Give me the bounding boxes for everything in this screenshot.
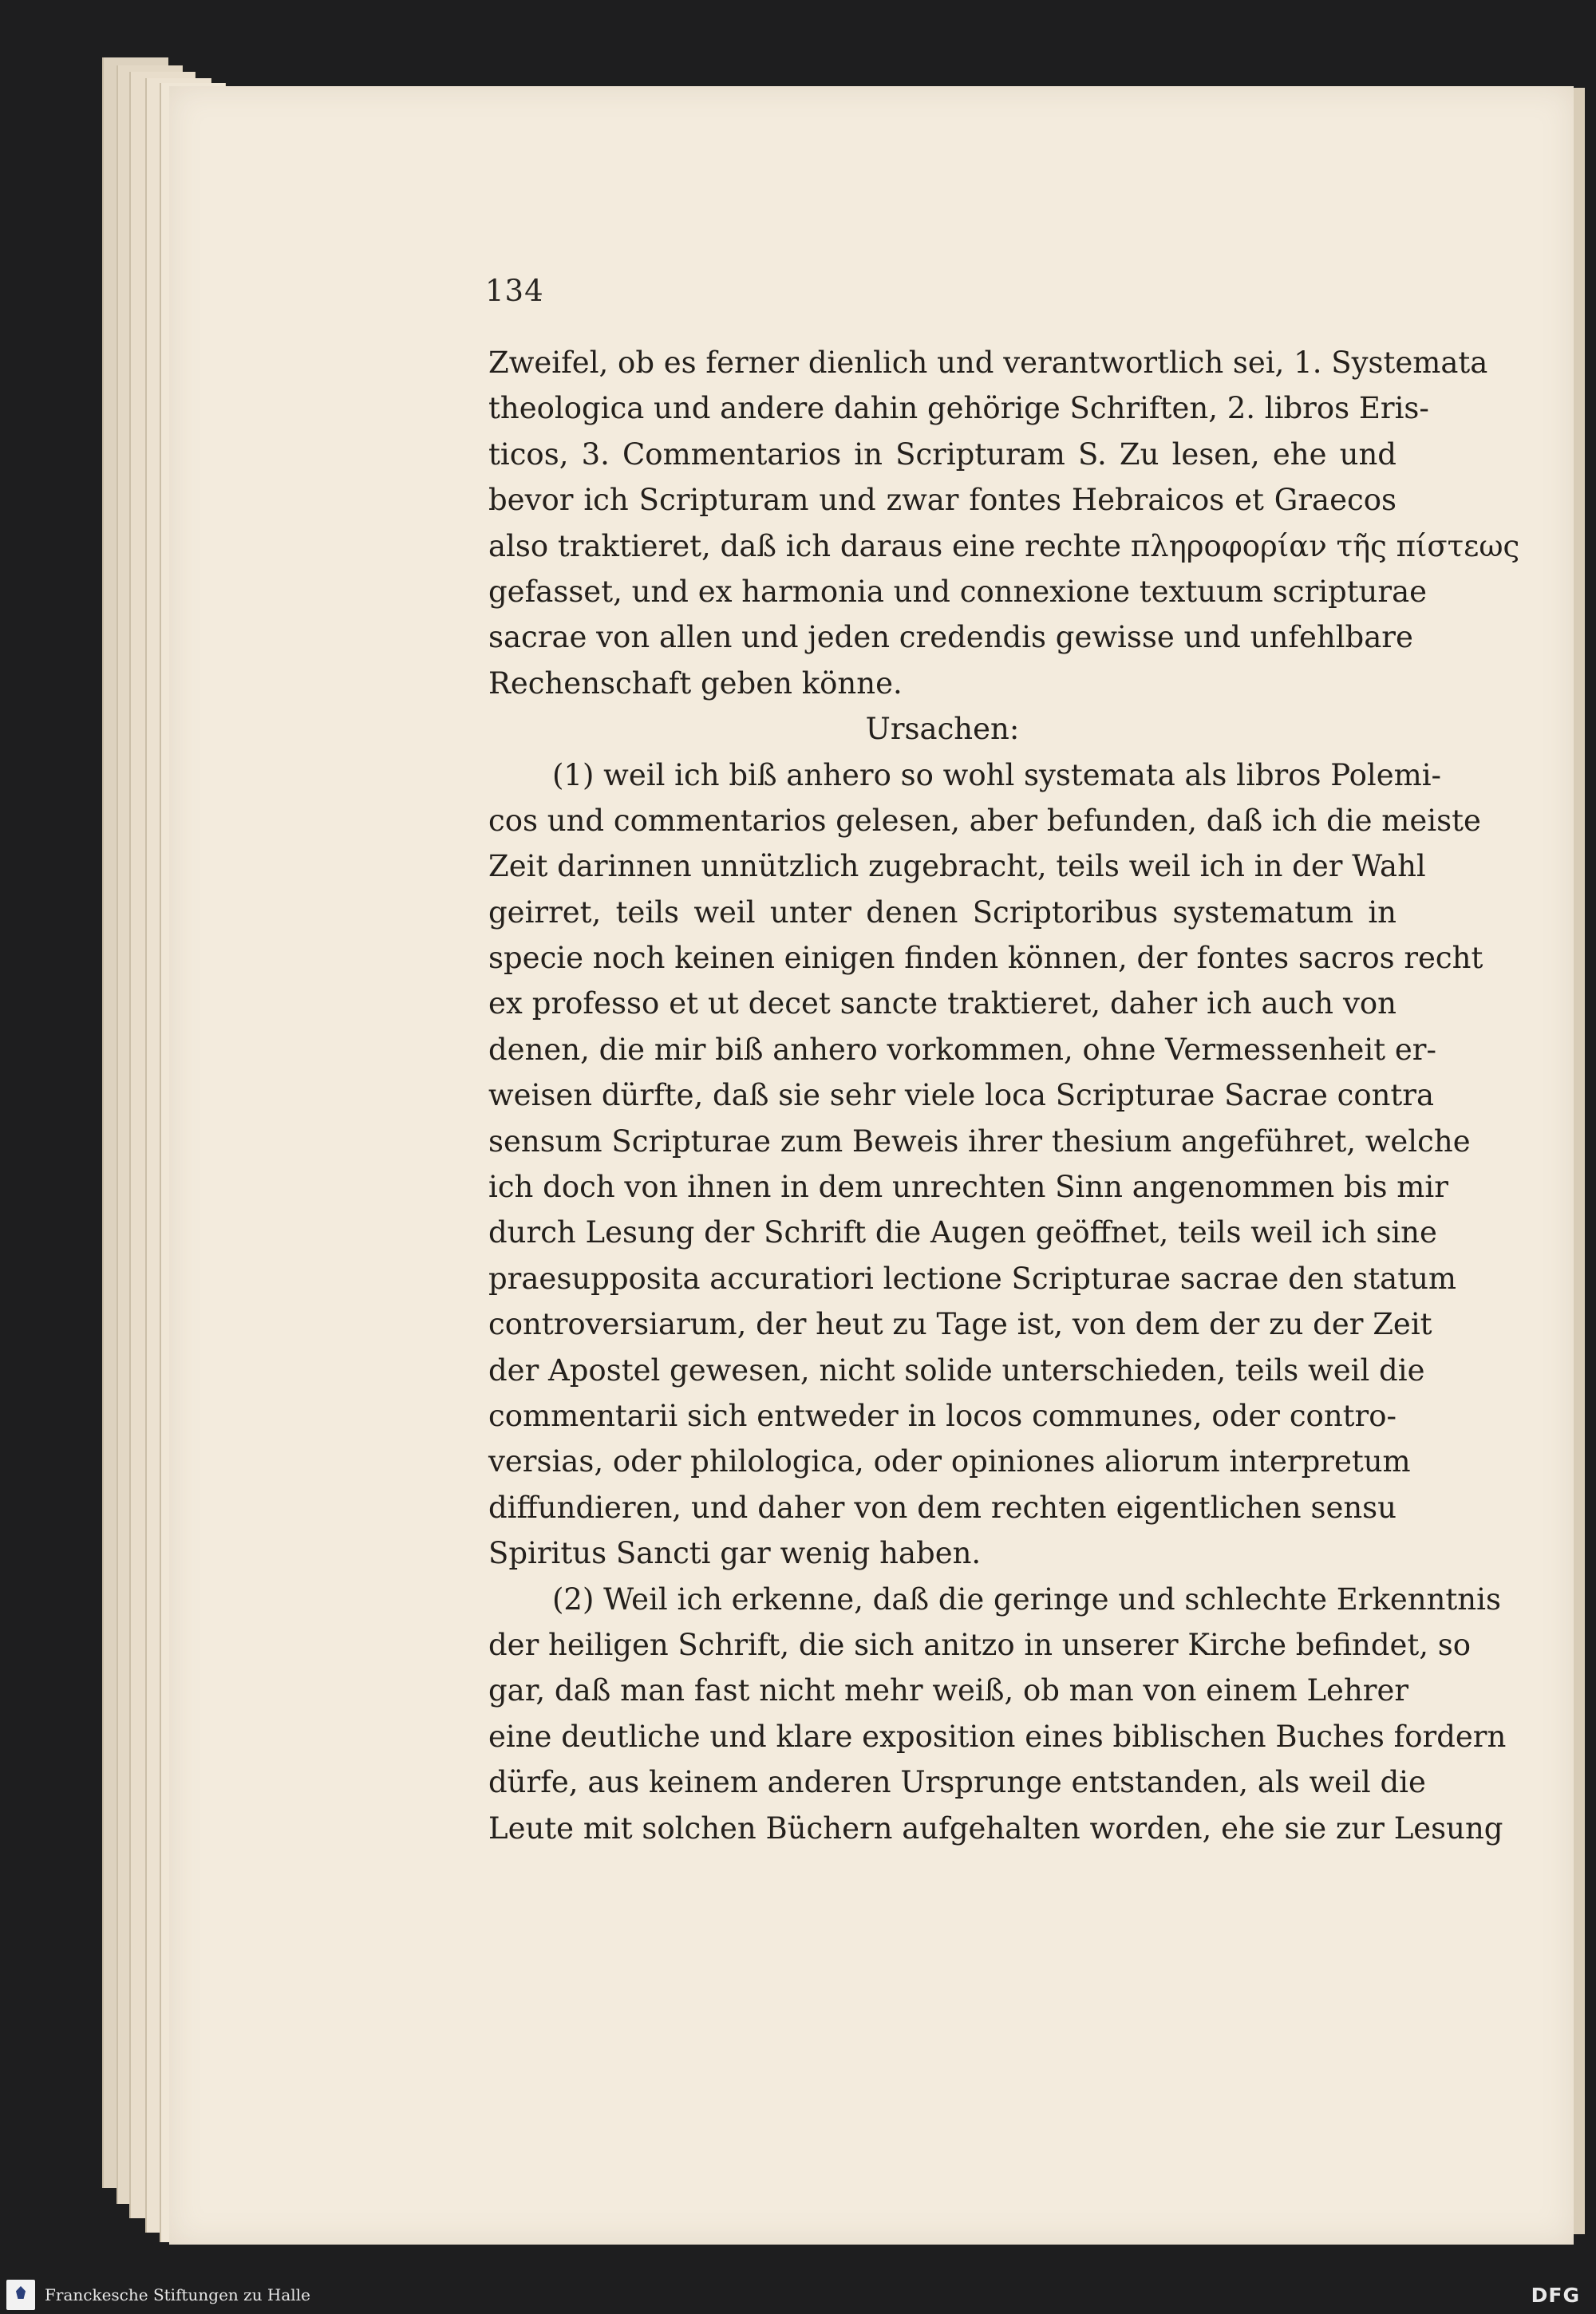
text-line: diffundieren, und daher von dem rechten eigentlichen sensu xyxy=(488,1490,1396,1525)
dfg-logo[interactable]: DFG xyxy=(1531,2284,1580,2307)
text-line: cos und commentarios gelesen, aber befunden, daß ich die meiste xyxy=(488,803,1481,838)
text-line: (2) Weil ich erkenne, daß die geringe und schlechte Erkenntnis xyxy=(552,1581,1501,1617)
text-line: Rechenschaft geben könne. xyxy=(488,665,903,701)
page-number: 134 xyxy=(485,274,544,308)
text-line: geirret, teils weil unter denen Scriptoribus systematum in xyxy=(488,894,1396,930)
text-line: specie noch keinen einigen finden können, der fontes sacros recht xyxy=(488,941,1483,976)
text-line: Zeit darinnen unnützlich zugebracht, teils weil ich in der Wahl xyxy=(488,849,1426,884)
institution-name[interactable]: Franckesche Stiftungen zu Halle xyxy=(45,2285,310,2304)
text-line: gefasset, und ex harmonia und connexione textuum scripturae xyxy=(488,574,1428,609)
text-line: denen, die mir biß anhero vorkommen, ohne Vermessenheit er- xyxy=(488,1032,1436,1067)
franckesche-stiftungen-logo-icon[interactable] xyxy=(6,2280,35,2310)
text-line: commentarii sich entweder in locos communes, oder contro- xyxy=(488,1398,1396,1433)
text-line: Zweifel, ob es ferner dienlich und verantwortlich sei, 1. Systemata xyxy=(488,346,1488,380)
text-line: Leute mit solchen Büchern aufgehalten worden, ehe sie zur Lesung xyxy=(488,1811,1503,1846)
text-line: ticos, 3. Commentarios in Scripturam S. Zu lesen, ehe und xyxy=(488,436,1396,472)
text-line: durch Lesung der Schrift die Augen geöffnet, teils weil ich sine xyxy=(488,1215,1437,1250)
text-line: praesupposita accuratiori lectione Scripturae sacrae den statum xyxy=(488,1261,1456,1296)
page-right-edge xyxy=(1574,88,1585,2234)
text-line: also traktieret, daß ich daraus eine rechte πληροφορίαν τῆς πίστεως xyxy=(488,528,1520,563)
text-line: weisen dürfte, daß sie sehr viele loca Scripturae Sacrae contra xyxy=(488,1078,1435,1113)
text-line: sensum Scripturae zum Beweis ihrer thesium angeführet, welche xyxy=(488,1123,1471,1159)
text-line: der heiligen Schrift, die sich anitzo in unserer Kirche befindet, so xyxy=(488,1627,1472,1662)
text-line: gar, daß man fast nicht mehr weiß, ob man von einem Lehrer xyxy=(488,1673,1409,1708)
text-line: Spiritus Sancti gar wenig haben. xyxy=(488,1536,982,1571)
text-line: dürfe, aus keinem anderen Ursprunge entstanden, als weil die xyxy=(488,1765,1426,1800)
page-text xyxy=(488,340,1520,1851)
text-line: sacrae von allen und jeden credendis gewisse und unfehlbare xyxy=(488,620,1413,655)
text-line: controversiarum, der heut zu Tage ist, von dem der zu der Zeit xyxy=(488,1307,1432,1342)
section-heading: Ursachen: xyxy=(865,712,1020,747)
text-line: ex professo et ut decet sancte traktieret, daher ich auch von xyxy=(488,986,1396,1021)
text-line: theologica und andere dahin gehörige Schriften, 2. libros Eris- xyxy=(488,391,1429,426)
text-line: der Apostel gewesen, nicht solide unterschieden, teils weil die xyxy=(488,1352,1425,1388)
text-line: (1) weil ich biß anhero so wohl systemata als libros Polemi- xyxy=(552,757,1442,792)
text-line: eine deutliche und klare exposition eines biblischen Buches fordern xyxy=(488,1719,1507,1754)
text-line: bevor ich Scripturam und zwar fontes Hebraicos et Graecos xyxy=(488,483,1396,518)
text-line: ich doch von ihnen in dem unrechten Sinn angenommen bis mir xyxy=(488,1170,1448,1205)
text-line: versias, oder philologica, oder opiniones aliorum interpretum xyxy=(488,1444,1411,1479)
